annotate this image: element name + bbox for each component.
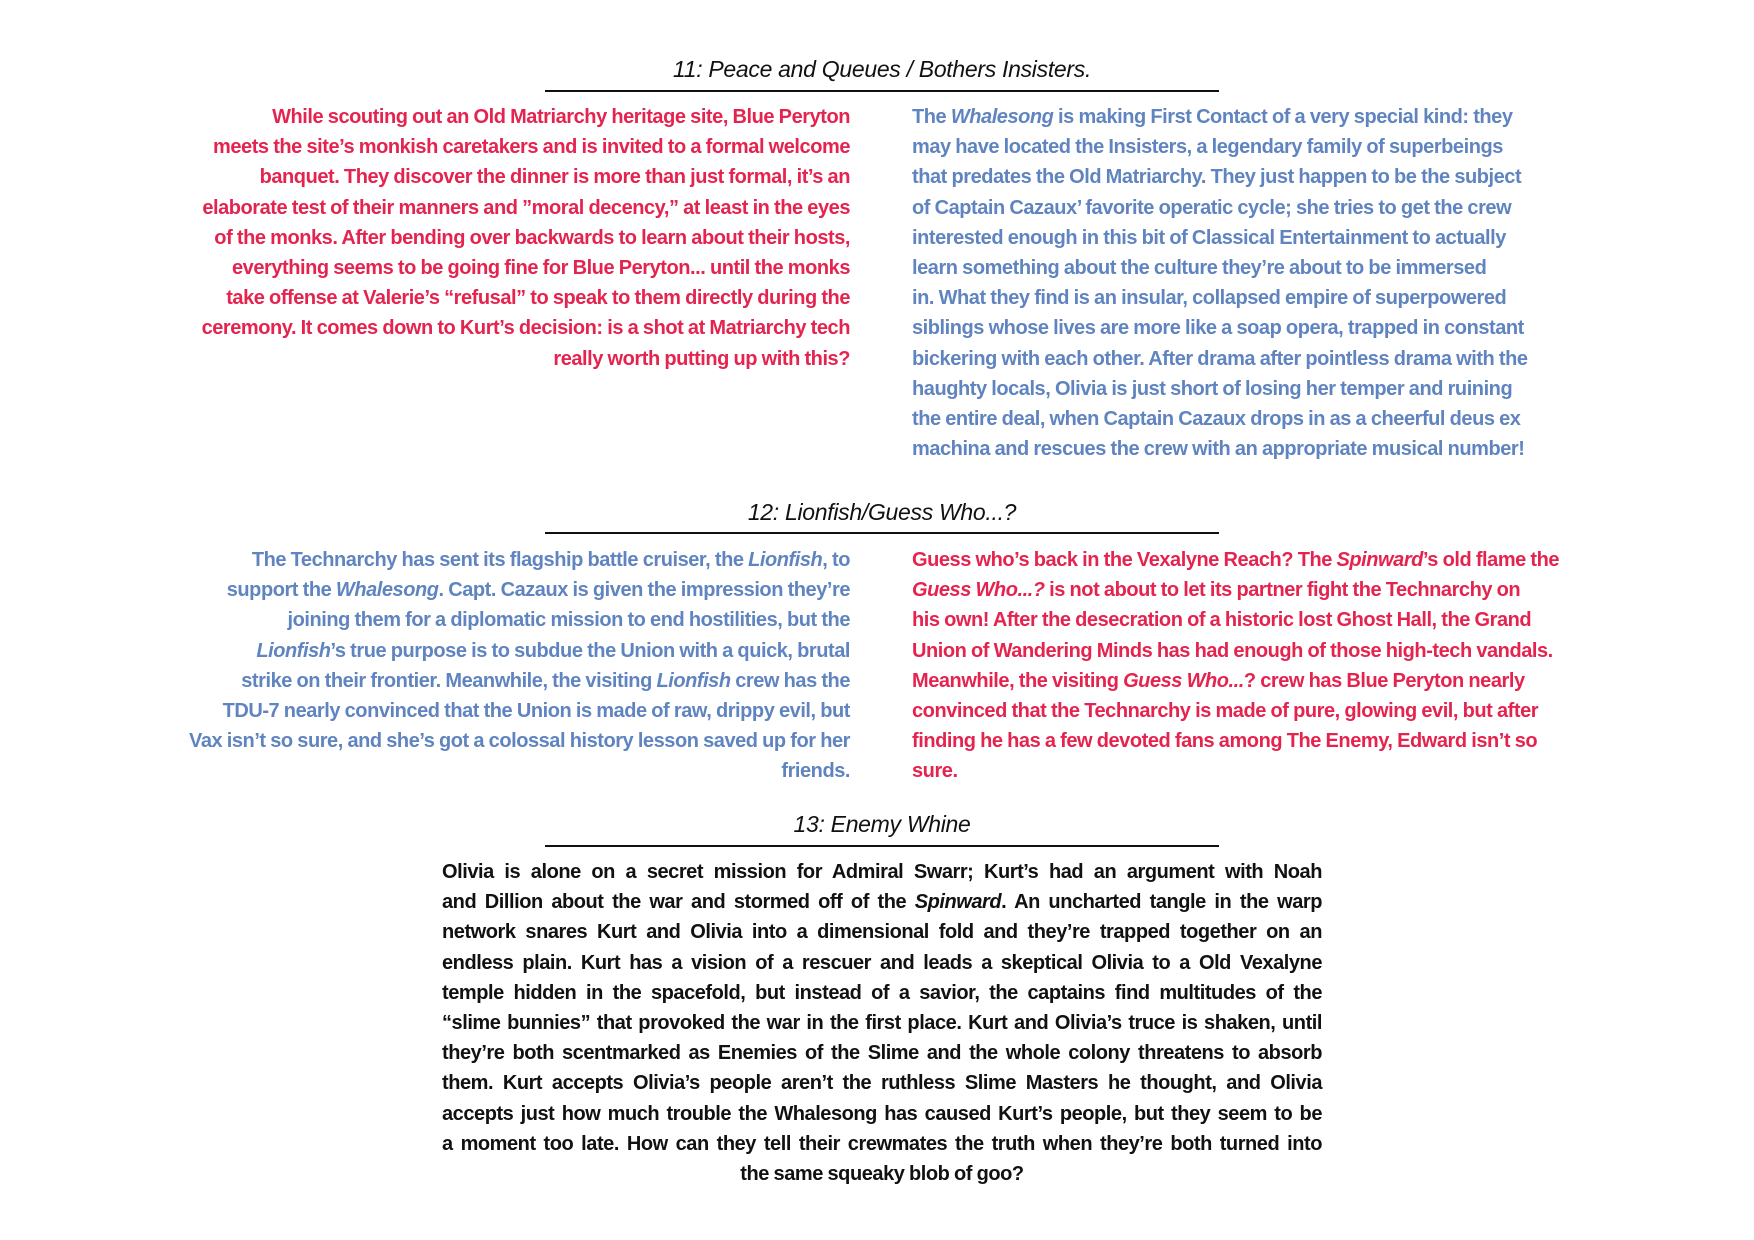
paragraph-line: Olivia is alone on a secret mission for Admiral Swarr; Kurt’s had an argument with Noah bbox=[442, 861, 1322, 883]
paragraph-line: take offense at Valerie’s “refusal” to speak to them directly during the bbox=[226, 287, 850, 310]
paragraph-line: siblings whose lives are more like a soap opera, trapped in constant bbox=[912, 317, 1524, 340]
paragraph-line: The Whalesong is making First Contact of a very special kind: they bbox=[912, 106, 1513, 128]
paragraph-line: Vax isn’t so sure, and she’s got a colossal history lesson saved up for her bbox=[189, 730, 850, 753]
section-11-title: 11: Peace and Queues / Bothers Insisters. bbox=[672, 56, 1092, 82]
paragraph-line: them. Kurt accepts Olivia’s people aren’t the ruthless Slime Masters he thought, and Olivia bbox=[442, 1072, 1322, 1095]
paragraph-line: the entire deal, when Captain Cazaux drops in as a cheerful deus ex bbox=[912, 408, 1521, 431]
paragraph-line: Guess Who...? is not about to let its partner fight the Technarchy on bbox=[912, 579, 1521, 602]
paragraph-line: of the monks. After bending over backwards to learn about their hosts, bbox=[214, 226, 850, 249]
paragraph-line: While scouting out an Old Matriarchy heritage site, Blue Peryton bbox=[272, 106, 850, 128]
paragraph-line: and Dillion about the war and stormed off of the Spinward. An uncharted tangle in the warp bbox=[442, 891, 1322, 914]
paragraph-line: meets the site’s monkish caretakers and is invited to a formal welcome bbox=[213, 136, 850, 159]
section-13-title: 13: Enemy Whine bbox=[793, 811, 971, 837]
paragraph-line: interested enough in this bit of Classical Entertainment to actually bbox=[912, 226, 1506, 249]
paragraph-line: friends. bbox=[781, 760, 850, 783]
paragraph-line: ceremony. It comes down to Kurt’s decision: is a shot at Matriarchy tech bbox=[201, 317, 850, 340]
paragraph-line: in. What they find is an insular, collapsed empire of superpowered bbox=[912, 287, 1507, 310]
paragraph-line: Lionfish’s true purpose is to subdue the Union with a quick, brutal bbox=[256, 639, 850, 662]
paragraph-line: “slime bunnies” that provoked the war in the first place. Kurt and Olivia’s truce is shaken, until bbox=[442, 1012, 1322, 1035]
paragraph-line: Union of Wandering Minds has had enough of those high-tech vandals. bbox=[912, 639, 1553, 662]
section-13-paragraph bbox=[442, 857, 1322, 1189]
italic-title: Spinward bbox=[1336, 549, 1423, 571]
paragraph-line: learn something about the culture they’re about to be immersed bbox=[912, 257, 1487, 280]
paragraph-line: bickering with each other. After drama after pointless drama with the bbox=[912, 347, 1528, 370]
paragraph-line: that predates the Old Matriarchy. They just happen to be the subject bbox=[912, 166, 1522, 189]
paragraph-line: Guess who’s back in the Vexalyne Reach? The Spinward’s old flame the bbox=[912, 549, 1560, 571]
paragraph-line: they’re both scentmarked as Enemies of the Slime and the whole colony threatens to absorb bbox=[442, 1042, 1322, 1065]
paragraph-line: endless plain. Kurt has a vision of a rescuer and leads a skeptical Olivia to a Old Vexalyne bbox=[442, 951, 1322, 974]
paragraph-line: of Captain Cazaux’ favorite operatic cycle; she tries to get the crew bbox=[912, 196, 1512, 219]
italic-title: Whalesong bbox=[950, 106, 1054, 128]
section-11-left-paragraph bbox=[150, 102, 850, 374]
section-12-title: 12: Lionfish/Guess Who...? bbox=[747, 499, 1017, 525]
italic-title: Whalesong bbox=[335, 579, 439, 602]
paragraph-line: a moment too late. How can they tell their crewmates the truth when they’re both turned into bbox=[442, 1132, 1322, 1155]
italic-title: Guess Who... bbox=[1123, 669, 1244, 692]
italic-title: Lionfish bbox=[748, 549, 823, 571]
paragraph-line: really worth putting up with this? bbox=[553, 347, 850, 370]
paragraph-line: TDU-7 nearly convinced that the Union is made of raw, drippy evil, but bbox=[222, 700, 850, 723]
paragraph-line: finding he has a few devoted fans among The Enemy, Edward isn’t so bbox=[912, 730, 1538, 753]
paragraph-line: Meanwhile, the visiting Guess Who...? crew has Blue Peryton nearly bbox=[912, 669, 1525, 692]
paragraph-line: haughty locals, Olivia is just short of losing her temper and ruining bbox=[912, 377, 1513, 400]
paragraph-line: The Technarchy has sent its flagship battle cruiser, the Lionfish, to bbox=[251, 549, 850, 571]
paragraph-line: may have located the Insisters, a legendary family of superbeings bbox=[912, 136, 1503, 159]
paragraph-line: network snares Kurt and Olivia into a dimensional fold and they’re trapped together on an bbox=[442, 921, 1322, 944]
paragraph-line: strike on their frontier. Meanwhile, the visiting Lionfish crew has the bbox=[241, 669, 850, 692]
italic-title: Spinward bbox=[914, 891, 1002, 914]
section-11-right-paragraph bbox=[912, 102, 1612, 464]
section-11-divider bbox=[545, 90, 1219, 92]
paragraph-line: banquet. They discover the dinner is more than just formal, it’s an bbox=[259, 166, 850, 189]
paragraph-line: sure. bbox=[912, 760, 958, 783]
section-12-divider bbox=[545, 532, 1219, 534]
paragraph-line: the same squeaky blob of goo? bbox=[740, 1163, 1024, 1186]
italic-title: Lionfish bbox=[256, 639, 331, 662]
section-13-divider bbox=[545, 845, 1219, 847]
paragraph-line: machina and rescues the crew with an appropriate musical number! bbox=[912, 438, 1525, 461]
paragraph-line: support the Whalesong. Capt. Cazaux is given the impression they’re bbox=[226, 579, 850, 602]
paragraph-line: convinced that the Technarchy is made of pure, glowing evil, but after bbox=[912, 700, 1539, 723]
paragraph-line: joining them for a diplomatic mission to end hostilities, but the bbox=[287, 609, 850, 632]
paragraph-line: accepts just how much trouble the Whalesong has caused Kurt’s people, but they seem to be bbox=[442, 1102, 1322, 1125]
paragraph-line: temple hidden in the spacefold, but instead of a savior, the captains find multitudes of the bbox=[442, 981, 1322, 1004]
italic-title: Guess Who...? bbox=[912, 579, 1045, 602]
paragraph-line: everything seems to be going fine for Blue Peryton... until the monks bbox=[232, 257, 850, 280]
section-12-right-paragraph bbox=[912, 545, 1612, 787]
section-12-left-paragraph bbox=[150, 545, 850, 787]
paragraph-line: his own! After the desecration of a historic lost Ghost Hall, the Grand bbox=[912, 609, 1532, 632]
italic-title: Lionfish bbox=[656, 669, 731, 692]
paragraph-line: elaborate test of their manners and ”moral decency,” at least in the eyes bbox=[202, 196, 850, 219]
